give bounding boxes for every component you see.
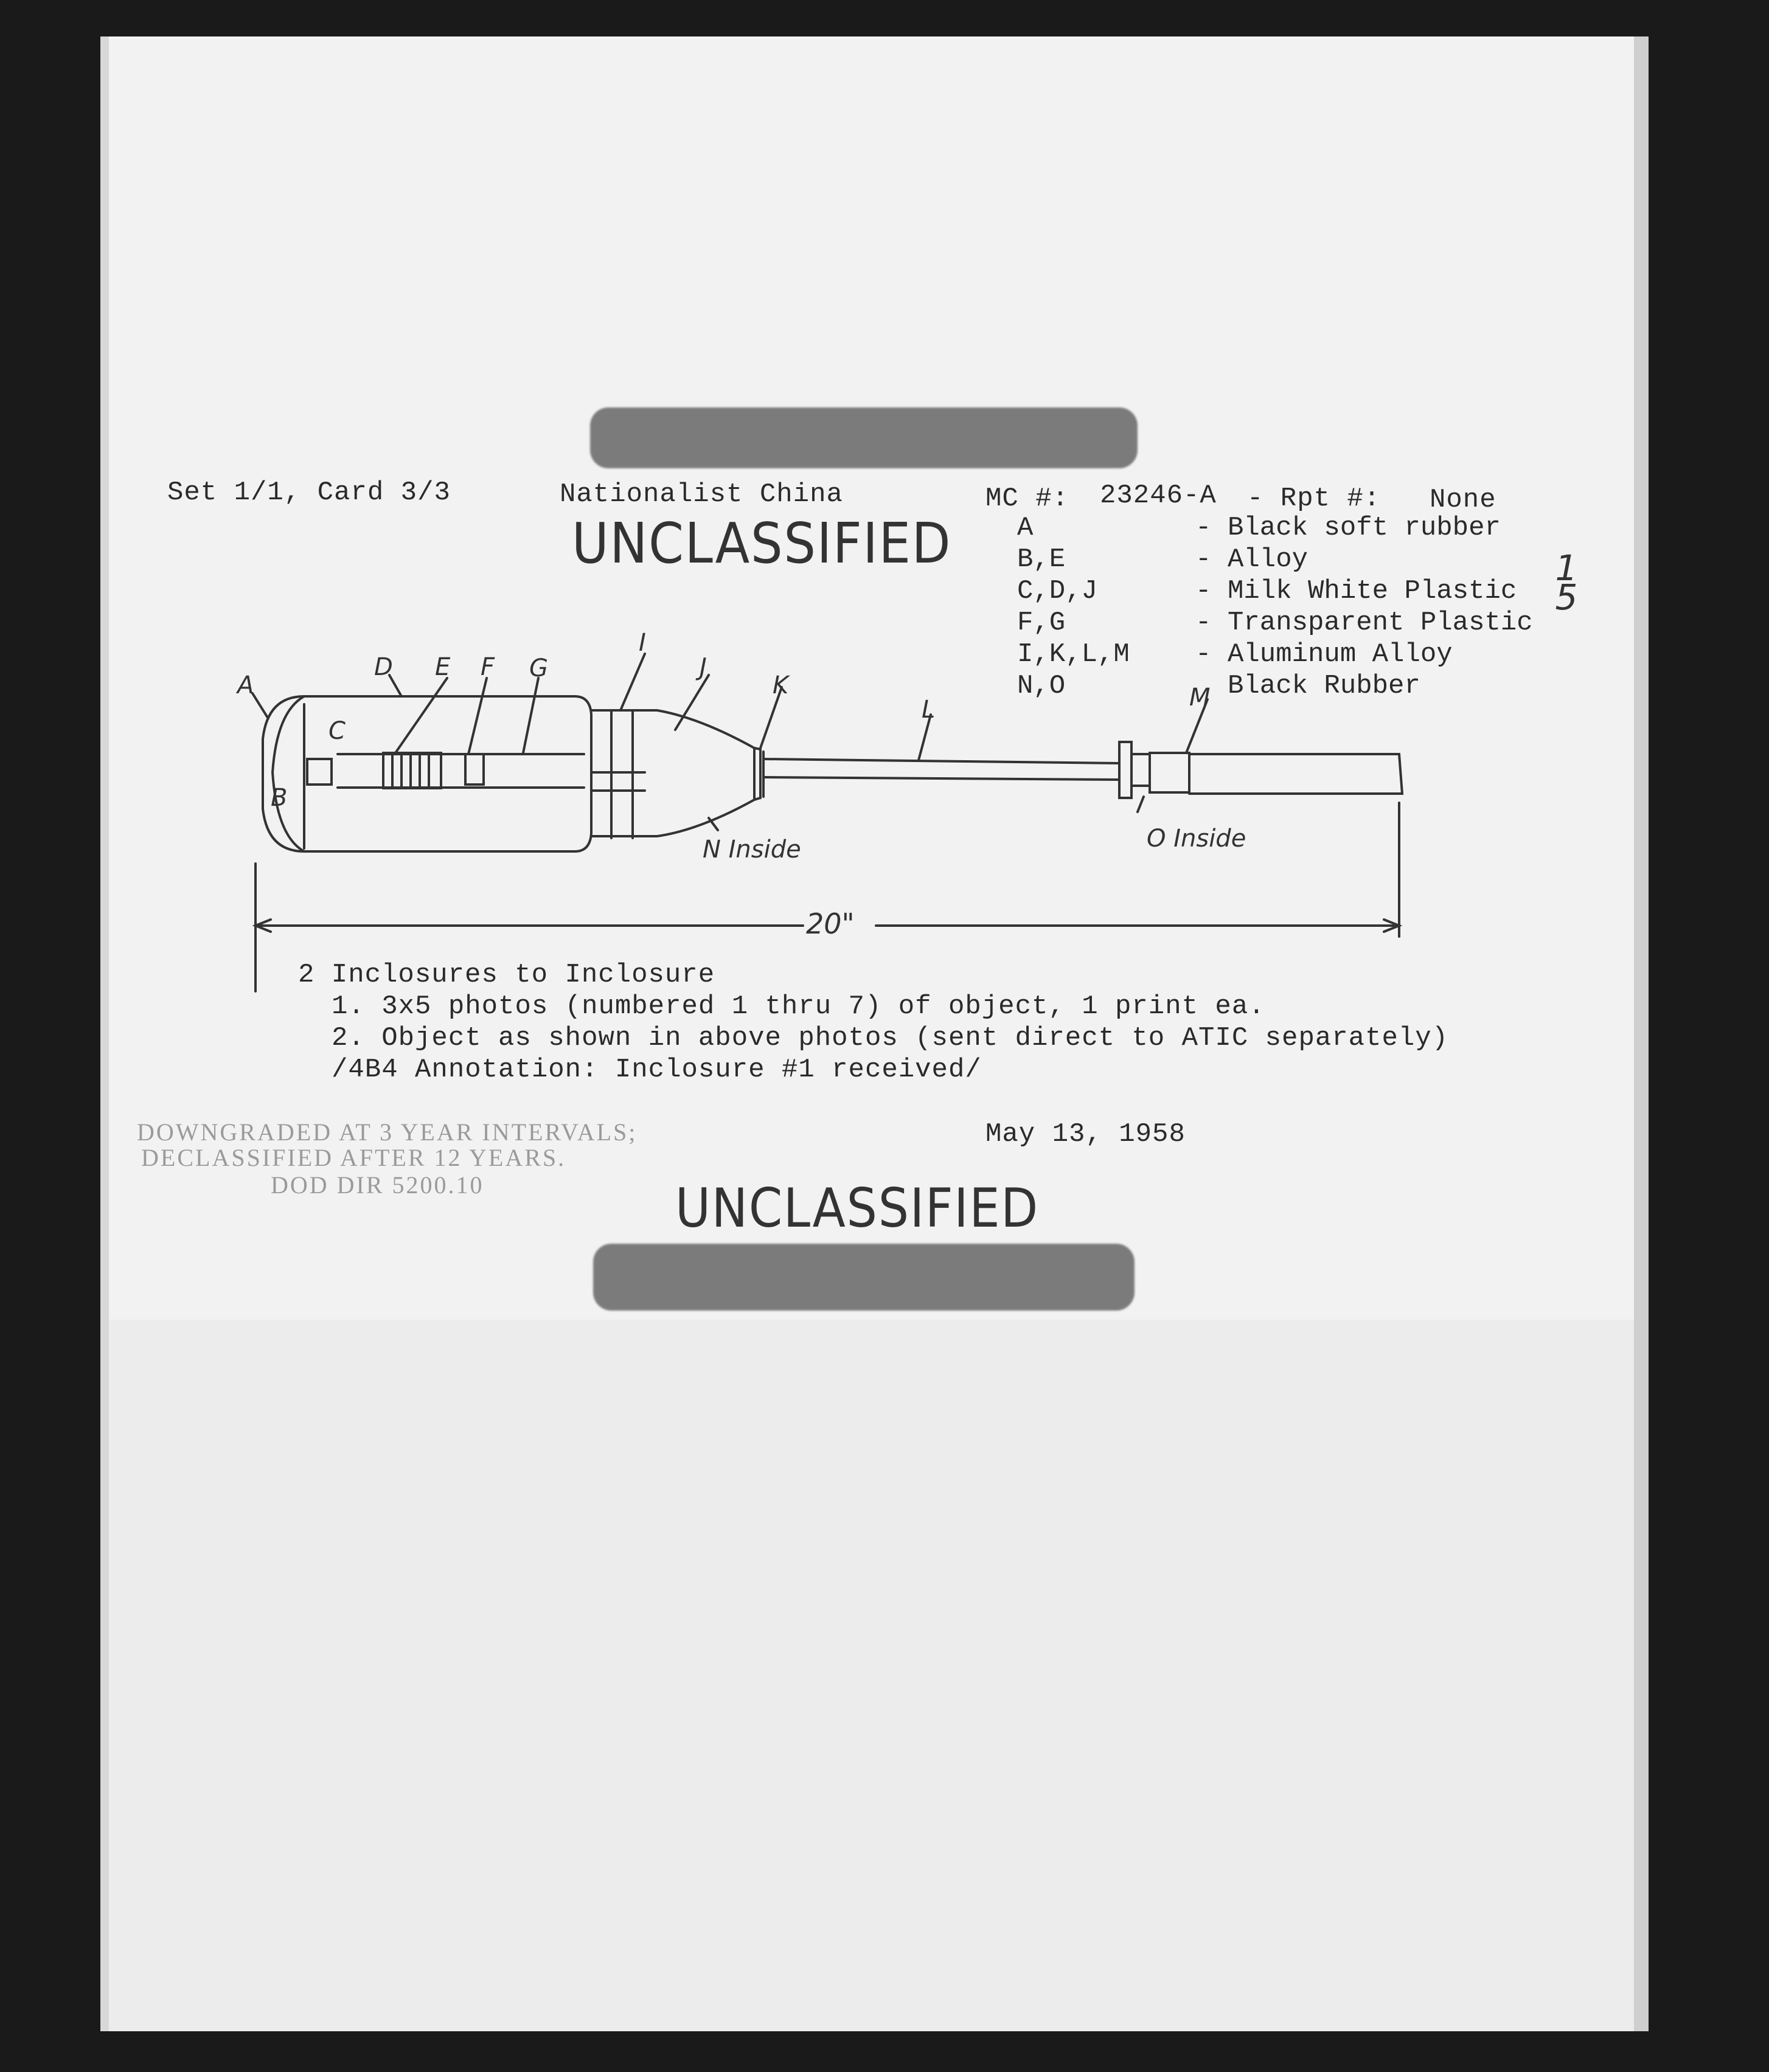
mc-label: MC #: bbox=[985, 483, 1069, 514]
legend-dash: - bbox=[1195, 544, 1212, 575]
legend-dash: - bbox=[1195, 513, 1212, 543]
legend-desc-fg: Transparent Plastic bbox=[1228, 608, 1533, 638]
legend-desc-iklm: Aluminum Alloy bbox=[1228, 639, 1453, 670]
legend-desc-be: Alloy bbox=[1228, 544, 1309, 575]
label-g: G bbox=[529, 654, 548, 682]
document-date: May 13, 1958 bbox=[985, 1119, 1186, 1149]
legend-dash: - bbox=[1195, 639, 1212, 670]
legend-desc-no: Black Rubber bbox=[1228, 671, 1420, 701]
set-card-label: Set 1/1, Card 3/3 bbox=[167, 477, 451, 508]
legend-desc-a: Black soft rubber bbox=[1228, 513, 1501, 543]
label-d: D bbox=[374, 653, 393, 681]
unclassified-stamp-bottom: UNCLASSIFIED bbox=[675, 1177, 1040, 1239]
unclassified-stamp-top: UNCLASSIFIED bbox=[572, 511, 952, 576]
label-e: E bbox=[435, 653, 451, 681]
label-f: F bbox=[481, 653, 495, 681]
label-i: I bbox=[639, 629, 646, 657]
label-l: L bbox=[922, 696, 936, 724]
label-a: A bbox=[237, 671, 254, 699]
rpt-value: None bbox=[1430, 485, 1496, 515]
note-n-inside: N Inside bbox=[703, 836, 801, 864]
label-m: M bbox=[1189, 684, 1211, 712]
legend-desc-cdj: Milk White Plastic bbox=[1228, 576, 1517, 606]
redaction-bar-bottom bbox=[593, 1244, 1135, 1311]
legend-code-no: N,O bbox=[1017, 671, 1066, 701]
legend-code-cdj: C,D,J bbox=[1017, 576, 1098, 606]
label-k: K bbox=[773, 671, 789, 699]
legend-code-iklm: I,K,L,M bbox=[1017, 639, 1130, 670]
margin-note: 1 5 bbox=[1555, 547, 1578, 618]
enclosures-heading: 2 Inclosures to Inclosure bbox=[298, 960, 715, 990]
country-label: Nationalist China bbox=[560, 479, 843, 510]
mc-number: 23246-A bbox=[1100, 480, 1217, 511]
legend-code-a: A bbox=[1017, 513, 1034, 543]
legend-dash: - bbox=[1195, 576, 1212, 606]
rpt-label: - Rpt #: bbox=[1247, 483, 1381, 514]
note-o-inside: O Inside bbox=[1147, 825, 1246, 853]
annotation-line: /4B4 Annotation: Inclosure #1 received/ bbox=[332, 1055, 982, 1085]
downgrade-line-1: DOWNGRADED AT 3 YEAR INTERVALS; bbox=[137, 1118, 638, 1146]
enclosure-item-2: 2. Object as shown in above photos (sent direct to ATIC separately) bbox=[332, 1023, 1449, 1053]
legend-code-fg: F,G bbox=[1017, 608, 1066, 638]
legend-code-be: B,E bbox=[1017, 544, 1066, 575]
legend-dash: - bbox=[1195, 608, 1212, 638]
dimension-label: 20" bbox=[806, 907, 855, 940]
label-c: C bbox=[328, 717, 346, 745]
enclosure-item-1: 1. 3x5 photos (numbered 1 thru 7) of object, 1 print ea. bbox=[332, 991, 1265, 1022]
label-b: B bbox=[271, 784, 288, 812]
label-j: J bbox=[700, 653, 707, 681]
downgrade-line-3: DOD DIR 5200.10 bbox=[271, 1171, 484, 1199]
downgrade-line-2: DECLASSIFIED AFTER 12 YEARS. bbox=[141, 1144, 566, 1171]
